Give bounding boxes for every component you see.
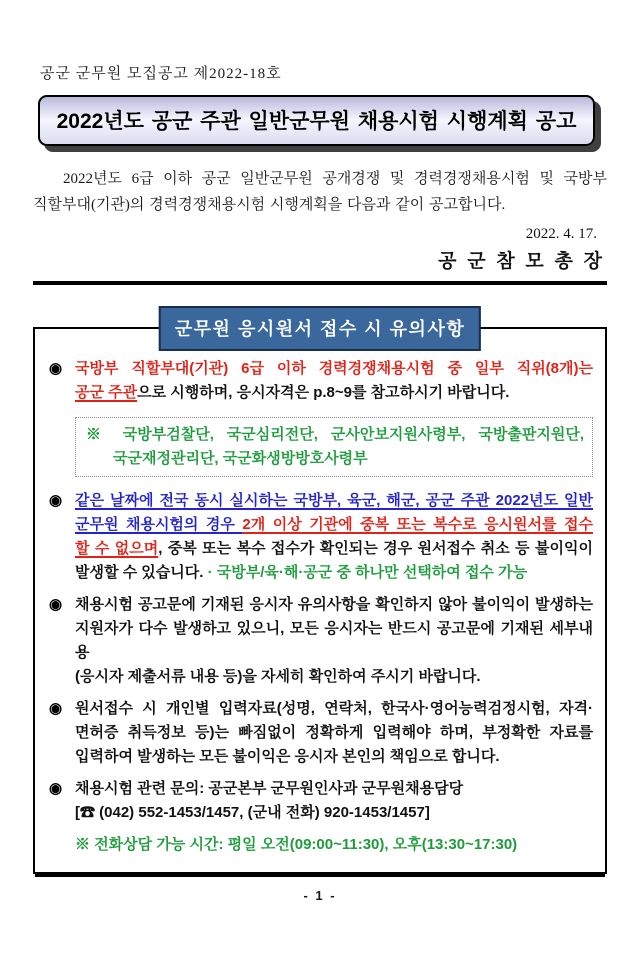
bullet-item-4 [49,697,593,769]
intro-line-2: 직할부대(기관)의 경력경쟁채용시험 시행계획을 다음과 같이 공고합니다. [33,197,506,213]
bullet-4-line-2: 면허증 취득정보 등)는 빠짐없이 정확하게 입력해야 하며, 부정확한 자료를 [75,724,593,741]
contact-info: 채용시험 관련 문의: 공군본부 군무원인사과 군무원채용담당 [75,780,464,797]
bullet-1-rest: 으로 시행하며, 응시자격은 p.8~9를 참고하시기 바랍니다. [137,384,510,401]
bullet-5-line-1 [49,777,593,801]
bullet-4-text-1: 원서접수 시 개인별 입력자료(성명, 연락처, 한국사·영어능력검정시험, 자격· [75,700,593,717]
reference-mark: ※ [75,836,91,853]
bullet-1-red-text: 국방부 직할부대(기관) 6급 이하 경력경쟁채용시험 중 일부 직위(8개)는 [75,360,593,377]
doc-number: 공군 군무원 모집공고 제2022-18호 [40,66,282,82]
bullet-2-line-1 [49,489,593,513]
page-title-box [38,95,595,146]
bullet-item-3 [49,593,593,689]
bullet-2-line-4 [49,561,593,585]
bullet-item-1 [49,357,593,405]
intro-line-1: 2022년도 6급 이하 공군 일반군무원 공개경쟁 및 경력경쟁채용시험 및 국방부 [63,171,607,187]
bullet-4-line-3: 입력하여 발생하는 모든 불이익은 응시자 본인의 책임으로 합니다. [75,748,500,765]
bullet-2-black-2: 발생할 수 있습니다. [75,564,204,581]
reference-line-1 [86,423,584,447]
announcement-date: 2022. 4. 17. [525,226,597,242]
bullet-2-green-note: · 국방부/육·해·공군 중 하나만 선택하여 접수 가능 [203,564,528,581]
bullet-1-underlined-red: 공군 주관 [75,384,138,401]
bullet-icon: ◉ [49,492,63,509]
bullet-icon: ◉ [49,360,63,377]
bullet-1-line-1 [49,357,593,381]
bullet-4-line-1 [49,697,593,721]
reference-text-1: 국방부검찰단, 국군심리전단, 군사안보지원사령부, 국방출판지원단, [122,426,584,443]
notice-header: 군무원 응시원서 접수 시 유의사항 [159,306,481,351]
bullet-2-red-1: 2개 이상 기관에 중복 또는 복수로 응시원서를 접수 [242,516,593,533]
phone-hours-note [49,833,593,857]
bullet-icon: ◉ [49,700,63,717]
signature: 공 군 참 모 총 장 [438,251,605,272]
reference-box [75,417,593,477]
page-title: 2022년도 공군 주관 일반군무원 채용시험 시행계획 공고 [56,110,577,133]
bullet-item-5 [49,777,593,825]
bullet-item-2 [49,489,593,585]
bullet-5-line-2: [☎ (042) 552-1453/1457, (군내 전화) 920-1453/1457] [75,804,430,821]
reference-line-2: 국군재정관리단, 국군화생방방호사령부 [113,450,368,467]
intro-paragraph [33,166,607,218]
bullet-1-line-2 [49,381,593,405]
divider-rule [33,281,607,285]
bullet-2-red-2: 할 수 없으며 [75,540,159,557]
phone-hours-text: 전화상담 가능 시간: 평일 오전(09:00~11:30), 오후(13:30~17:30) [94,836,518,853]
bullet-2-black-1: , 중복 또는 복수 접수가 확인되는 경우 원서접수 취소 등 불이익이 [158,540,593,557]
notice-box [33,327,607,874]
reference-mark: ※ [86,426,110,443]
bullet-icon: ◉ [49,596,63,613]
bullet-3-line-3: (응시자 제출서류 내용 등)을 자세히 확인하여 주시기 바랍니다. [75,668,481,685]
bullet-2-blue-2: 군무원 채용시험의 경우 [75,516,243,533]
notice-section [33,319,607,874]
bullet-2-line-3 [49,537,593,561]
bullet-3-line-2: 지원자가 다수 발생하고 있으니, 모든 응시자는 반드시 공고문에 기재된 세부내용 [75,620,593,661]
bullet-icon: ◉ [49,780,63,797]
bullet-2-blue-1: 같은 날짜에 전국 동시 실시하는 국방부, 육군, 해군, 공군 주관 2022년도 일반 [75,492,593,509]
page-number: - 1 - [303,888,337,903]
bullet-2-line-2 [49,513,593,537]
bullet-3-line-1 [49,593,593,617]
bullet-3-text-1: 채용시험 공고문에 기재된 응시자 유의사항을 확인하지 않아 불이익이 발생하는 [75,596,593,613]
